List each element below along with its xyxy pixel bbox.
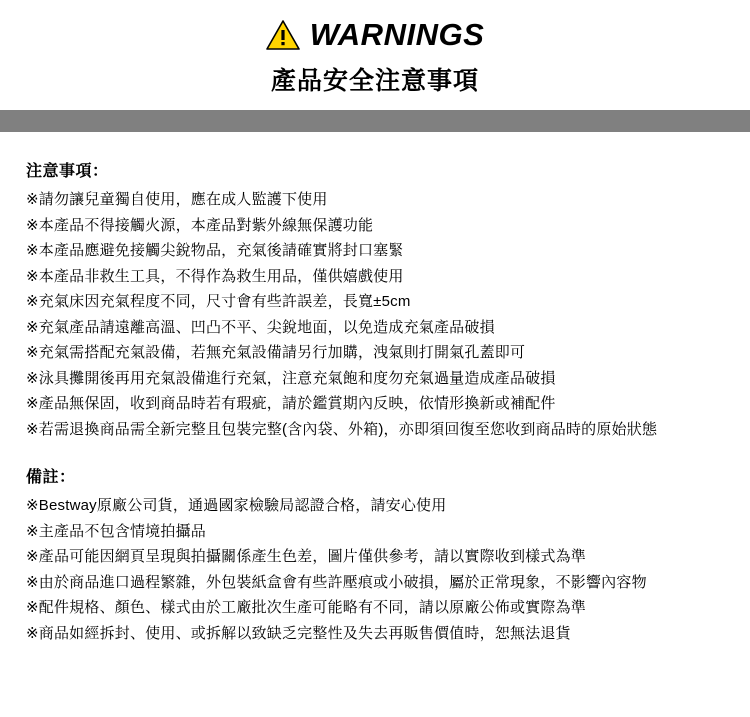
warnings-banner bbox=[0, 0, 750, 110]
section-gap bbox=[26, 442, 724, 464]
notices-list bbox=[26, 187, 724, 442]
header-divider bbox=[0, 110, 750, 132]
list-item: ※商品如經拆封、使用、或拆解以致缺乏完整性及失去再販售價值時，恕無法退貨 bbox=[26, 624, 571, 642]
warnings-title-row bbox=[266, 17, 485, 53]
page-subtitle: 產品安全注意事項 bbox=[270, 67, 479, 95]
list-item: ※本產品應避免接觸尖銳物品，充氣後請確實將封口塞緊 bbox=[26, 242, 404, 259]
list-item: ※充氣需搭配充氣設備，若無充氣設備請另行加購，洩氣則打開氣孔蓋即可 bbox=[26, 344, 526, 361]
list-item: ※產品可能因網頁呈現與拍攝關係產生色差，圖片僅供參考，請以實際收到樣式為準 bbox=[26, 548, 586, 565]
list-item: ※主產品不包含情境拍攝品 bbox=[26, 522, 206, 540]
remarks-heading: 備註： bbox=[26, 469, 76, 486]
list-item: ※配件規格、顏色、樣式由於工廠批次生產可能略有不同，請以原廠公佈或實際為準 bbox=[26, 599, 586, 616]
list-item: ※充氣床因充氣程度不同，尺寸會有些許誤差，長寬±5cm bbox=[26, 293, 411, 310]
list-item: ※產品無保固，收到商品時若有瑕疵，請於鑑賞期內反映，依情形換新或補配件 bbox=[26, 395, 556, 412]
remarks-list bbox=[26, 493, 724, 646]
list-item: ※本產品不得接觸火源，本產品對紫外線無保護功能 bbox=[26, 216, 374, 234]
content-area bbox=[0, 132, 750, 646]
page-title: WARNINGS bbox=[309, 17, 485, 52]
list-item: ※由於商品進口過程繁雜，外包裝紙盒會有些許壓痕或小破損，屬於正常現象，不影響內容物 bbox=[26, 573, 647, 591]
list-item: ※請勿讓兒童獨自使用，應在成人監護下使用 bbox=[26, 191, 328, 208]
list-item: ※本產品非救生工具，不得作為救生用品，僅供嬉戲使用 bbox=[26, 267, 404, 285]
list-item: ※充氣產品請遠離高溫、凹凸不平、尖銳地面，以免造成充氣產品破損 bbox=[26, 318, 495, 336]
list-item: ※若需退換商品需全新完整且包裝完整(含內袋、外箱)，亦即須回復至您收到商品時的原始狀態 bbox=[26, 420, 658, 438]
list-item: ※Bestway原廠公司貨，通過國家檢驗局認證合格，請安心使用 bbox=[26, 497, 447, 514]
list-item: ※泳具攤開後再用充氣設備進行充氣，注意充氣飽和度勿充氣過量造成產品破損 bbox=[26, 369, 556, 387]
notices-heading: 注意事項： bbox=[26, 163, 109, 180]
warning-triangle-icon bbox=[266, 20, 300, 50]
